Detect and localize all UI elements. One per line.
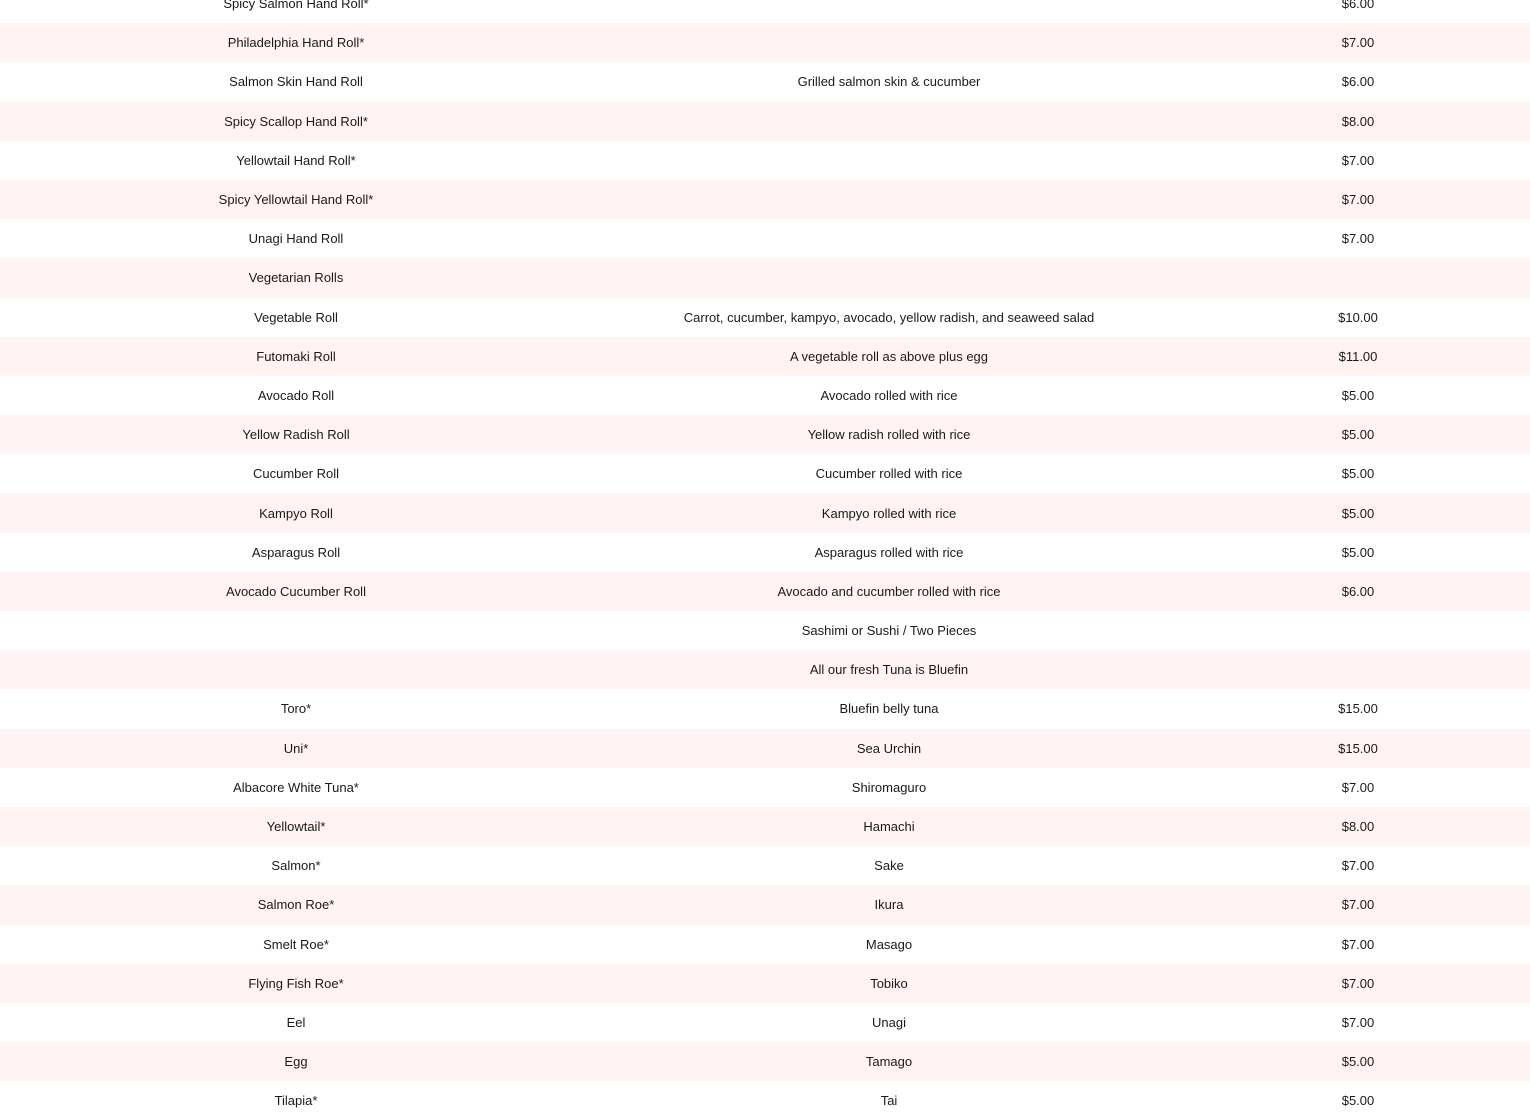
section-heading: Sashimi or Sushi / Two Pieces: [801, 623, 977, 639]
table-row: [0, 572, 1530, 611]
section-heading-row: [0, 611, 1530, 650]
item-description: Kampyo rolled with rice: [821, 505, 957, 521]
item-description: Hamachi: [863, 819, 915, 835]
table-row: [0, 180, 1530, 219]
item-name: Asparagus Roll: [251, 544, 341, 560]
item-price: $6.00: [1341, 0, 1375, 12]
table-row: [0, 337, 1530, 376]
item-description: Sake: [874, 858, 904, 874]
item-price: $15.00: [1338, 740, 1378, 756]
item-description: A vegetable roll as above plus egg: [789, 348, 989, 364]
item-name: Salmon Skin Hand Roll: [229, 74, 363, 90]
item-name: Cucumber Roll: [253, 466, 339, 482]
item-name: Spicy Yellowtail Hand Roll*: [218, 192, 374, 208]
item-price: $6.00: [1341, 583, 1375, 599]
table-row: [0, 729, 1530, 768]
item-description: Carrot, cucumber, kampyo, avocado, yellow radish, and seaweed salad: [683, 309, 1095, 325]
item-name: Smelt Roe*: [263, 936, 329, 952]
item-description: Tobiko: [870, 975, 908, 991]
item-price: $15.00: [1338, 701, 1378, 717]
item-name: Egg: [284, 1054, 308, 1070]
table-row: [0, 925, 1530, 964]
table-row: [0, 846, 1530, 885]
table-row: [0, 376, 1530, 415]
item-description: Asparagus rolled with rice: [814, 544, 964, 560]
item-name: Avocado Roll: [257, 387, 335, 403]
item-name: Yellow Radish Roll: [242, 427, 350, 443]
item-price: $7.00: [1341, 231, 1375, 247]
item-name: Salmon*: [271, 858, 321, 874]
item-price: $7.00: [1341, 897, 1375, 913]
item-description: Avocado and cucumber rolled with rice: [777, 583, 1001, 599]
item-price: $7.00: [1341, 1014, 1375, 1030]
item-price: $8.00: [1341, 113, 1375, 129]
item-name: Yellowtail Hand Roll*: [236, 152, 356, 168]
item-name: Toro*: [280, 701, 312, 717]
table-row: [0, 23, 1530, 62]
table-row: [0, 1042, 1530, 1081]
item-price: $7.00: [1341, 936, 1375, 952]
item-price: $6.00: [1341, 74, 1375, 90]
table-row: [0, 768, 1530, 807]
item-name: Flying Fish Roe*: [248, 975, 344, 991]
item-price: $5.00: [1341, 505, 1375, 521]
section-note: All our fresh Tuna is Bluefin: [809, 662, 969, 678]
table-row: [0, 885, 1530, 924]
table-row: [0, 493, 1530, 532]
table-row: [0, 62, 1530, 101]
item-name: Spicy Salmon Hand Roll*: [223, 0, 369, 12]
item-price: $5.00: [1341, 427, 1375, 443]
item-price: $10.00: [1338, 309, 1378, 325]
item-price: $5.00: [1341, 544, 1375, 560]
item-name: Albacore White Tuna*: [233, 779, 359, 795]
section-note-row: [0, 650, 1530, 689]
table-row: [0, 219, 1530, 258]
item-price: $5.00: [1341, 1054, 1375, 1070]
item-name: Vegetable Roll: [254, 309, 338, 325]
item-price: $7.00: [1341, 858, 1375, 874]
item-price: $5.00: [1341, 1093, 1375, 1109]
table-row: [0, 1081, 1530, 1120]
section-heading: Vegetarian Rolls: [248, 270, 344, 286]
item-description: Masago: [865, 936, 913, 952]
table-row: [0, 141, 1530, 180]
table-row: [0, 454, 1530, 493]
item-description: Unagi: [872, 1014, 906, 1030]
item-name: Tilapia*: [274, 1093, 318, 1109]
item-name: Unagi Hand Roll: [248, 231, 344, 247]
table-row: [0, 689, 1530, 728]
item-price: $11.00: [1338, 348, 1378, 364]
item-name: Uni*: [283, 740, 309, 756]
table-row: [0, 964, 1530, 1003]
item-price: $7.00: [1341, 192, 1375, 208]
item-price: $7.00: [1341, 35, 1375, 51]
table-row: [0, 807, 1530, 846]
table-row: [0, 102, 1530, 141]
item-description: Grilled salmon skin & cucumber: [797, 74, 981, 90]
item-name: Yellowtail*: [266, 819, 326, 835]
item-description: Ikura: [874, 897, 904, 913]
item-name: Philadelphia Hand Roll*: [227, 35, 365, 51]
item-description: Bluefin belly tuna: [839, 701, 939, 717]
item-price: $7.00: [1341, 975, 1375, 991]
item-description: Tai: [880, 1093, 898, 1109]
item-price: $5.00: [1341, 466, 1375, 482]
item-name: Salmon Roe*: [257, 897, 335, 913]
item-price: $7.00: [1341, 779, 1375, 795]
item-name: Avocado Cucumber Roll: [226, 583, 366, 599]
table-row: [0, 0, 1530, 23]
item-description: Avocado rolled with rice: [820, 387, 958, 403]
item-price: $5.00: [1341, 387, 1375, 403]
table-row: [0, 1003, 1530, 1042]
table-row: [0, 298, 1530, 337]
item-name: Spicy Scallop Hand Roll*: [224, 113, 368, 129]
item-name: Kampyo Roll: [259, 505, 333, 521]
item-description: Sea Urchin: [856, 740, 922, 756]
table-row: [0, 415, 1530, 454]
item-price: $8.00: [1341, 819, 1375, 835]
item-description: Shiromaguro: [851, 779, 927, 795]
table-row: [0, 533, 1530, 572]
item-name: Futomaki Roll: [256, 348, 336, 364]
section-heading-row: [0, 258, 1530, 297]
item-description: Yellow radish rolled with rice: [807, 427, 971, 443]
item-description: Tamago: [865, 1054, 913, 1070]
item-description: Cucumber rolled with rice: [815, 466, 963, 482]
item-price: $7.00: [1341, 152, 1375, 168]
item-name: Eel: [286, 1014, 306, 1030]
